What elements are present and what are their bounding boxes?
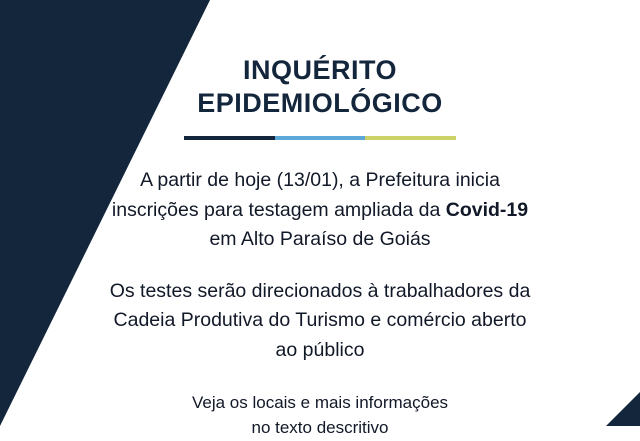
paragraph-call-to-action-line-2: no texto descritivo <box>251 418 389 438</box>
paragraph-call-to-action <box>60 390 580 441</box>
page-title-line-1: INQUÉRITO <box>242 55 397 85</box>
divider-segment-olive <box>365 136 456 140</box>
paragraph-announcement-line-1: A partir de hoje (13/01), a Prefeitura inicia <box>140 168 500 191</box>
page-title-line-2: EPIDEMIOLÓGICO <box>197 87 443 118</box>
paragraph-target-audience <box>60 277 580 366</box>
title-divider <box>184 136 456 140</box>
paragraph-target-audience-line-3: ao público <box>275 339 365 361</box>
divider-segment-blue <box>275 136 366 140</box>
paragraph-announcement-highlight: Covid-19 <box>445 198 529 221</box>
paragraph-target-audience-line-1: Os testes serão direcionados à trabalhadores da <box>109 279 531 302</box>
paragraph-announcement-line-2 <box>60 196 580 226</box>
paragraph-announcement-line-2-text: inscrições para testagem ampliada da <box>111 198 446 221</box>
paragraph-call-to-action-line-1: Veja os locais e mais informações <box>191 392 449 412</box>
page-title <box>110 54 530 120</box>
divider-segment-navy <box>184 136 275 140</box>
paragraph-announcement-line-3: em Alto Paraíso de Goiás <box>209 228 431 251</box>
paragraph-target-audience-line-2: Cadeia Produtiva do Turismo e comércio aberto <box>113 309 527 332</box>
paragraph-announcement <box>60 166 580 255</box>
